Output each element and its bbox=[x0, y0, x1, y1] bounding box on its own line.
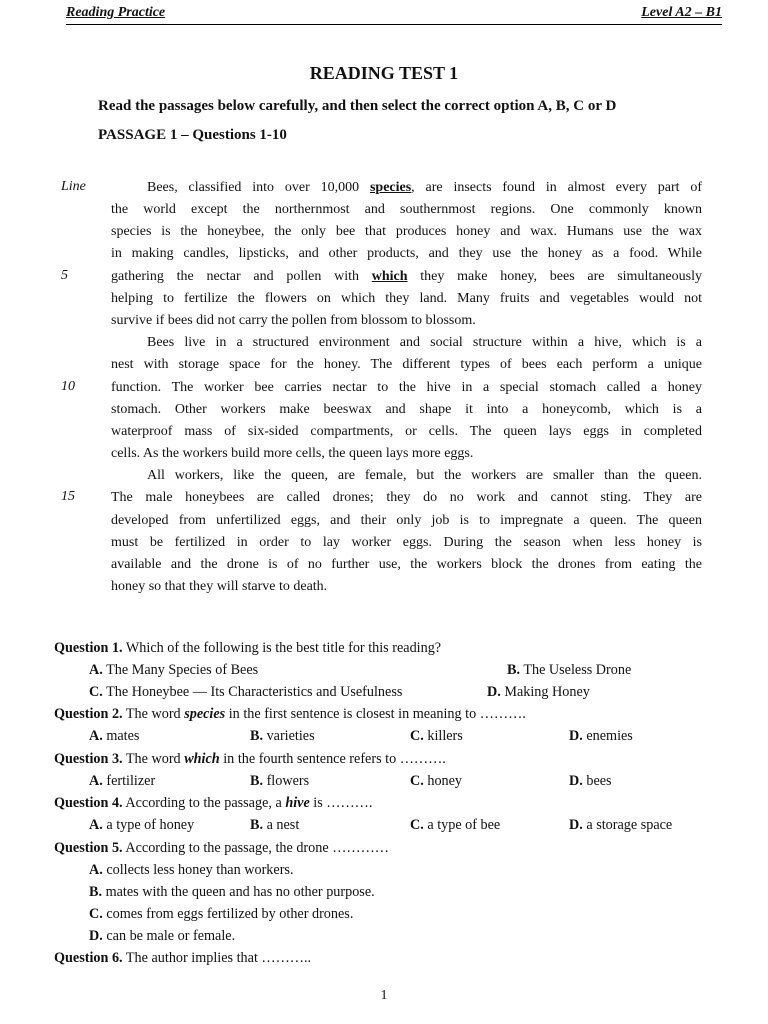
q2-option-a[interactable]: A. mates bbox=[89, 728, 140, 744]
question-4: Question 4. According to the passage, a hive is ………. bbox=[54, 795, 373, 811]
q3-option-a[interactable]: A. fertilizer bbox=[89, 773, 156, 789]
passage-line: The male honeybees are called drones; they do no work and cannot sting. They are bbox=[111, 490, 702, 505]
passage-line: species is the honeybee, the only bee that produces honey and wax. Humans use the wax bbox=[111, 224, 702, 239]
passage-line: gathering the nectar and pollen with which they make honey, bees are simultaneously bbox=[111, 269, 702, 284]
q5-option-d[interactable]: D. can be male or female. bbox=[89, 928, 236, 944]
passage-heading: PASSAGE 1 – Questions 1-10 bbox=[98, 127, 287, 143]
page-number: 1 bbox=[380, 988, 388, 1003]
line-marker: 5 bbox=[61, 268, 68, 283]
q4-option-a[interactable]: A. a type of honey bbox=[89, 817, 195, 833]
q3-option-c[interactable]: C. honey bbox=[410, 773, 463, 789]
keyword-which: which bbox=[371, 269, 408, 284]
passage-line: function. The worker bee carries nectar to the hive in a special stomach called a honey bbox=[111, 380, 702, 395]
question-1: Question 1. Which of the following is the best title for this reading? bbox=[54, 640, 442, 656]
line-marker: 15 bbox=[61, 489, 75, 504]
q3-option-b[interactable]: B. flowers bbox=[250, 773, 310, 789]
passage-line: helping to fertilize the flowers on which they land. Many fruits and vegetables would not bbox=[111, 291, 702, 306]
q2-option-d[interactable]: D. enemies bbox=[569, 728, 633, 744]
q4-option-b[interactable]: B. a nest bbox=[250, 817, 300, 833]
passage-line: stomach. Other workers make beeswax and shape it into a honeycomb, which is a bbox=[111, 402, 702, 417]
page-title: READING TEST 1 bbox=[309, 63, 459, 83]
passage-line: honey so that they will starve to death. bbox=[111, 579, 328, 594]
question-2: Question 2. The word species in the first sentence is closest in meaning to ………. bbox=[54, 706, 526, 722]
q5-option-b[interactable]: B. mates with the queen and has no other purpose. bbox=[89, 884, 375, 900]
passage-line: All workers, like the queen, are female, but the workers are smaller than the queen. bbox=[147, 468, 702, 483]
passage-line: must be fertilized in order to lay worker eggs. During the season when less honey is bbox=[111, 535, 702, 550]
q2-option-c[interactable]: C. killers bbox=[410, 728, 463, 744]
q3-option-d[interactable]: D. bees bbox=[569, 773, 612, 789]
q4-option-c[interactable]: C. a type of bee bbox=[410, 817, 501, 833]
q1-option-c[interactable]: C. The Honeybee — Its Characteristics and Usefulness bbox=[89, 684, 403, 700]
line-marker: Line bbox=[61, 179, 86, 194]
page-header bbox=[66, 4, 722, 25]
passage-line: survive if bees did not carry the pollen from blossom to blossom. bbox=[111, 313, 476, 328]
instructions: Read the passages below carefully, and then select the correct option A, B, C or D bbox=[98, 98, 617, 114]
question-6: Question 6. The author implies that ……….. bbox=[54, 950, 312, 966]
q1-option-a[interactable]: A. The Many Species of Bees bbox=[89, 662, 259, 678]
question-3: Question 3. The word which in the fourth sentence refers to ………. bbox=[54, 751, 446, 767]
header-left: Reading Practice bbox=[66, 5, 166, 20]
passage-line: nest with storage space for the honey. The different types of bees each perform a unique bbox=[111, 357, 702, 372]
q1-option-d[interactable]: D. Making Honey bbox=[487, 684, 590, 700]
passage-line: Bees live in a structured environment and social structure within a hive, which is a bbox=[147, 335, 702, 350]
passage-line: available and the drone is of no further use, the workers block the drones from eating the bbox=[111, 557, 702, 572]
passage-line: developed from unfertilized eggs, and their only job is to impregnate a queen. The queen bbox=[111, 513, 702, 528]
q5-option-c[interactable]: C. comes from eggs fertilized by other drones. bbox=[89, 906, 354, 922]
passage-line: Bees, classified into over 10,000 species, are insects found in almost every part of bbox=[147, 180, 702, 195]
q1-option-b[interactable]: B. The Useless Drone bbox=[507, 662, 632, 678]
q2-option-b[interactable]: B. varieties bbox=[250, 728, 315, 744]
keyword-species: species bbox=[369, 180, 412, 195]
passage-line: cells. As the workers build more cells, the queen lays more eggs. bbox=[111, 446, 474, 461]
q4-option-d[interactable]: D. a storage space bbox=[569, 817, 673, 833]
line-marker: 10 bbox=[61, 379, 75, 394]
header-right: Level A2 – B1 bbox=[641, 5, 722, 20]
q5-option-a[interactable]: A. collects less honey than workers. bbox=[89, 862, 294, 878]
question-5: Question 5. According to the passage, the drone ………… bbox=[54, 840, 389, 856]
passage-line: in making candles, lipsticks, and other products, and they use the honey as a food. While bbox=[111, 246, 702, 261]
passage-line: waterproof mass of six-sided compartments, or cells. The queen lays eggs in completed bbox=[111, 424, 702, 439]
passage-line: the world except the northernmost and southernmost regions. One commonly known bbox=[111, 202, 702, 217]
